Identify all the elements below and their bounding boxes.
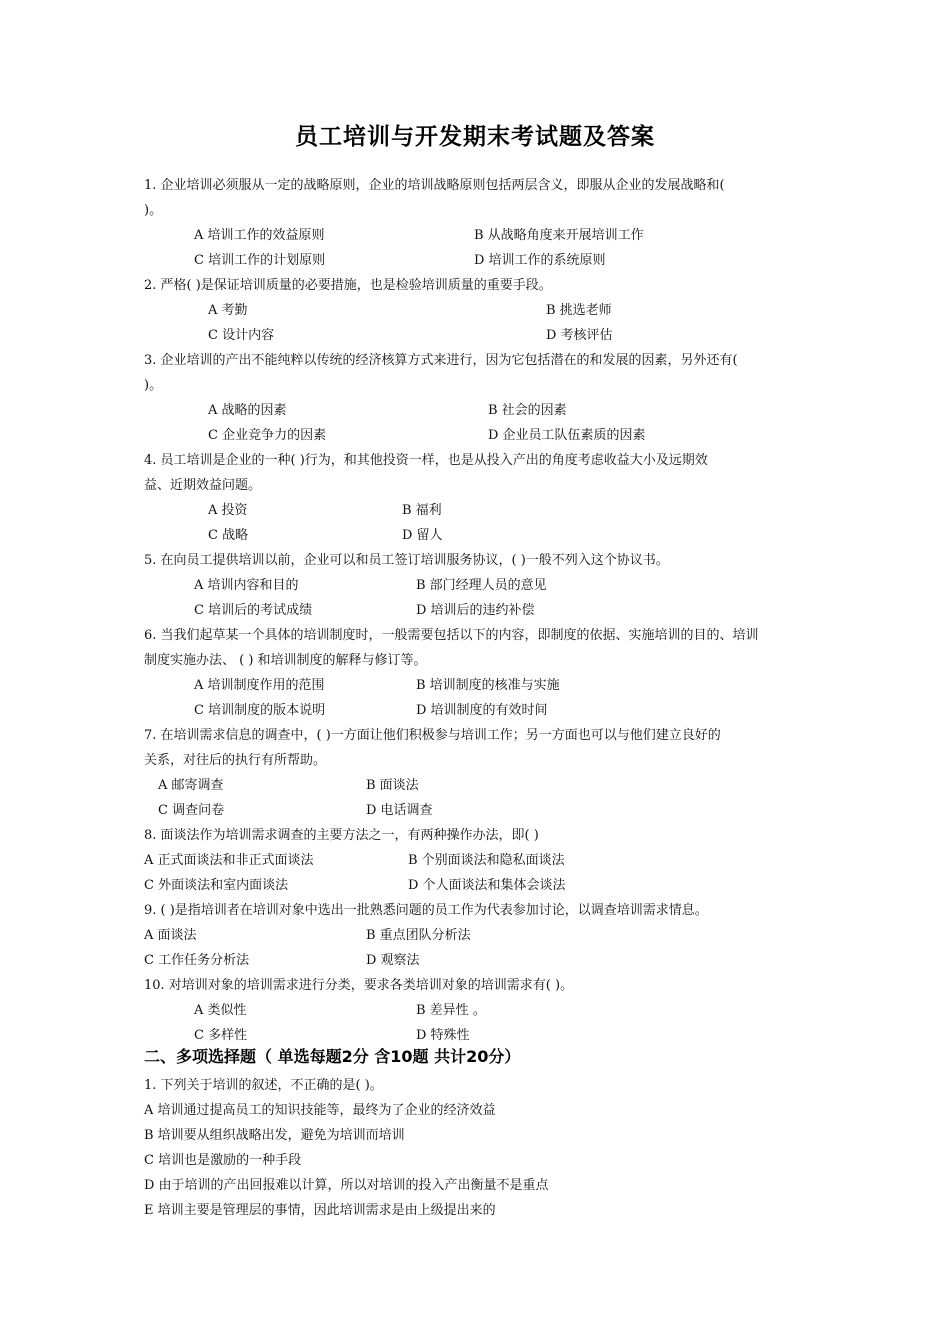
q3-options-row-2 <box>144 423 810 448</box>
q5-option-d: D 培训后的违约补偿 <box>416 603 535 618</box>
q2-options-row-2 <box>144 323 810 348</box>
q3-option-a: A 战略的因素 <box>208 403 287 418</box>
q1-option-a: A 培训工作的效益原则 <box>194 228 325 243</box>
q5-stem: 5. 在向员工提供培训以前，企业可以和员工签订培训服务协议，( )一般不列入这个协议书。 <box>144 553 669 568</box>
q2-options-row-1 <box>144 298 810 323</box>
q7-option-b: B 面谈法 <box>366 778 419 793</box>
q7-stem-line-2: 关系，对往后的执行有所帮助。 <box>144 753 327 768</box>
q6-option-c: C 培训制度的版本说明 <box>194 703 326 718</box>
q1-options-row-1 <box>144 223 810 248</box>
q6-option-d: D 培训制度的有效时间 <box>416 703 548 718</box>
mq1-stem: 1. 下列关于培训的叙述，不正确的是( )。 <box>144 1078 383 1093</box>
q4-options-row-2 <box>144 523 810 548</box>
q3-option-c: C 企业竞争力的因素 <box>208 428 327 443</box>
q7-option-c: C 调查问卷 <box>158 803 225 818</box>
q10-option-b: B 差异性 。 <box>416 1003 486 1018</box>
q3-stem-line-2: )。 <box>144 378 163 393</box>
q3-option-d: D 企业员工队伍素质的因素 <box>488 428 646 443</box>
q2-option-a: A 考勤 <box>208 303 248 318</box>
q7-stem-line-1: 7. 在培训需求信息的调查中，( )一方面让他们积极参与培训工作；另一方面也可以与他们建立良好的 <box>144 728 721 743</box>
q4-option-d: D 留人 <box>402 528 443 543</box>
q5-options-row-1 <box>144 573 810 598</box>
q10-option-d: D 特殊性 <box>416 1028 470 1043</box>
q4-stem-line-1: 4. 员工培训是企业的一种( )行为，和其他投资一样，也是从投入产出的角度考虑收益大小及远期效 <box>144 453 708 468</box>
q7-option-a: A 邮寄调查 <box>158 778 224 793</box>
q7-option-d: D 电话调查 <box>366 803 433 818</box>
document-title: 员工培训与开发期末考试题及答案 <box>295 124 655 150</box>
q4-option-c: C 战略 <box>208 528 249 543</box>
q7-options-row-2 <box>144 798 810 823</box>
q2-option-b: B 挑选老师 <box>546 303 612 318</box>
q2-option-d: D 考核评估 <box>546 328 613 343</box>
q8-options-row-2 <box>144 873 810 898</box>
q4-stem-line-2: 益、近期效益问题。 <box>144 478 262 493</box>
q9-option-c: C 工作任务分析法 <box>144 953 250 968</box>
q9-option-d: D 观察法 <box>366 953 420 968</box>
q6-stem-line-2: 制度实施办法、 ( ) 和培训制度的解释与修订等。 <box>144 653 427 668</box>
q10-stem: 10. 对培训对象的培训需求进行分类，要求各类培训对象的培训需求有( )。 <box>144 978 574 993</box>
q1-stem-line-2: )。 <box>144 203 163 218</box>
section-heading: 二、多项选择题（ 单选每题2分 含10题 共计20分） <box>144 1047 521 1066</box>
q3-stem-line-1: 3. 企业培训的产出不能纯粹以传统的经济核算方式来进行，因为它包括潜在的和发展的因素，另外还有( <box>144 353 738 368</box>
q6-option-b: B 培训制度的核准与实施 <box>416 678 560 693</box>
q6-options-row-2 <box>144 698 810 723</box>
q1-stem-line-1: 1. 企业培训必须服从一定的战略原则，企业的培训战略原则包括两层含义，即服从企业的发展战略和( <box>144 178 725 193</box>
mq1-option-b: B 培训要从组织战略出发，避免为培训而培训 <box>144 1128 405 1143</box>
q8-option-d: D 个人面谈法和集体会谈法 <box>408 878 566 893</box>
q1-option-b: B 从战略角度来开展培训工作 <box>474 228 644 243</box>
q9-option-a: A 面谈法 <box>144 928 197 943</box>
q9-options-row-2 <box>144 948 810 973</box>
q8-option-b: B 个别面谈法和隐私面谈法 <box>408 853 565 868</box>
q10-option-c: C 多样性 <box>194 1028 248 1043</box>
q6-stem-line-1: 6. 当我们起草某一个具体的培训制度时，一般需要包括以下的内容，即制度的依据、实施培训的目的、培训 <box>144 628 759 643</box>
mq1-option-c: C 培训也是激励的一种手段 <box>144 1153 302 1168</box>
q5-options-row-2 <box>144 598 810 623</box>
q4-option-a: A 投资 <box>208 503 248 518</box>
q3-options-row-1 <box>144 398 810 423</box>
mq1-option-e: E 培训主要是管理层的事情，因此培训需求是由上级提出来的 <box>144 1203 496 1218</box>
q8-option-c: C 外面谈法和室内面谈法 <box>144 878 289 893</box>
q1-option-c: C 培训工作的计划原则 <box>194 253 326 268</box>
mq1-option-d: D 由于培训的产出回报难以计算，所以对培训的投入产出衡量不是重点 <box>144 1178 549 1193</box>
q1-option-d: D 培训工作的系统原则 <box>474 253 606 268</box>
q5-option-a: A 培训内容和目的 <box>194 578 299 593</box>
q10-options-row-1 <box>144 998 810 1023</box>
q9-options-row-1 <box>144 923 810 948</box>
q8-option-a: A 正式面谈法和非正式面谈法 <box>144 853 314 868</box>
q8-stem: 8. 面谈法作为培训需求调查的主要方法之一，有两种操作办法，即( ) <box>144 828 539 843</box>
q3-option-b: B 社会的因素 <box>488 403 567 418</box>
q5-option-c: C 培训后的考试成绩 <box>194 603 313 618</box>
q5-option-b: B 部门经理人员的意见 <box>416 578 547 593</box>
q9-stem: 9. ( )是指培训者在培训对象中选出一批熟悉问题的员工作为代表参加讨论，以调查培训需求情息。 <box>144 903 708 918</box>
q4-option-b: B 福利 <box>402 503 442 518</box>
q6-option-a: A 培训制度作用的范围 <box>194 678 325 693</box>
q2-stem: 2. 严格( )是保证培训质量的必要措施，也是检验培训质量的重要手段。 <box>144 278 552 293</box>
mq1-option-a: A 培训通过提高员工的知识技能等，最终为了企业的经济效益 <box>144 1103 496 1118</box>
q9-option-b: B 重点团队分析法 <box>366 928 471 943</box>
q10-option-a: A 类似性 <box>194 1003 247 1018</box>
q8-options-row-1 <box>144 848 810 873</box>
q4-options-row-1 <box>144 498 810 523</box>
q1-options-row-2 <box>144 248 810 273</box>
q6-options-row-1 <box>144 673 810 698</box>
q7-options-row-1 <box>144 773 810 798</box>
q2-option-c: C 设计内容 <box>208 328 275 343</box>
